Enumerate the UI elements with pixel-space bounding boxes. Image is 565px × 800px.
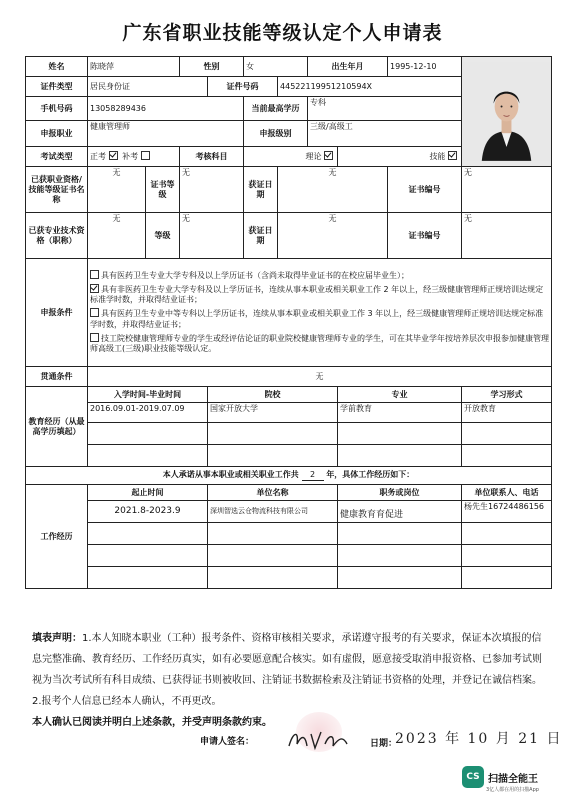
watermark-subtitle: 3亿人都在用的扫描App — [486, 787, 539, 793]
edu-form-empty-2[interactable] — [462, 445, 552, 467]
tech-title-label: 已获专业技术资格（职称） — [26, 213, 88, 259]
name-value[interactable]: 陈晓萍 — [88, 57, 180, 77]
work-intro-suffix: 年，具体工作经历如下： — [326, 470, 415, 479]
work-period-value[interactable]: 2021.8-2023.9 — [88, 501, 208, 523]
declaration-paragraph-1: 1.本人知晓本职业（工种）报考条件、资格审核相关要求，承诺遵守报考的有关要求，保证本次填报的信息完整准确、教育经历、工作经历真实，如有必要愿意配合核实。如有虚假，愿意接受取消申报资格、已参加考试则视为当次考试所有科目成绩、已获得证书则被收回、注销证书数据检索及注销证书资格的处理，并登记在诚信档案。 — [32, 633, 542, 686]
tech-no-value[interactable]: 无 — [462, 213, 552, 259]
edu-major-empty-1[interactable] — [338, 423, 462, 445]
work-contact-empty-1[interactable] — [462, 523, 552, 545]
gender-value[interactable]: 女 — [244, 57, 308, 77]
cert-obtained-value[interactable]: 无 — [88, 167, 146, 213]
camscanner-logo-icon: CS — [462, 766, 484, 788]
conditions-met-label: 贯通条件 — [26, 367, 88, 387]
work-intro-prefix: 本人承诺从事本职业或相关职业工作共 — [162, 470, 299, 479]
level-label: 申报级别 — [244, 121, 308, 147]
condition-item-2 — [90, 284, 549, 307]
conditions-met-value[interactable]: 无 — [88, 367, 552, 387]
work-contact-header: 单位联系人、电话 — [462, 485, 552, 501]
declaration-head: 填表声明： — [32, 633, 82, 644]
work-period-empty-2[interactable] — [88, 545, 208, 567]
work-start-header: 起止时间 — [88, 485, 208, 501]
work-company-empty-2[interactable] — [208, 545, 338, 567]
tech-date-value[interactable]: 无 — [278, 213, 388, 259]
exam-type-normal-label: 正考 — [90, 152, 106, 161]
edu-form-empty-1[interactable] — [462, 423, 552, 445]
cert-no-value[interactable]: 无 — [462, 167, 552, 213]
job-value[interactable]: 健康管理师 — [88, 121, 244, 147]
work-intro — [26, 467, 552, 485]
work-period-empty-1[interactable] — [88, 523, 208, 545]
cert-date-label: 获证日期 — [244, 167, 278, 213]
condition-1-checkbox[interactable] — [90, 270, 99, 279]
condition-2-checkbox[interactable] — [90, 284, 99, 293]
edu-school-empty-1[interactable] — [208, 423, 338, 445]
applicant-photo — [462, 57, 552, 167]
edu-school-empty-2[interactable] — [208, 445, 338, 467]
form-title: 广东省职业技能等级认定个人申请表 — [122, 22, 443, 44]
scanner-watermark — [462, 766, 538, 788]
work-contact-value[interactable]: 杨先生16724486156 — [462, 501, 552, 523]
condition-4-text: 技工院校健康管理师专业的学生或经评估论证的职业院校健康管理师专业的学生，可在其毕业学年按培养层次申报参加健康管理师高级工(三级)职业技能等级认定。 — [90, 333, 549, 354]
subject-skill-label: 技能 — [429, 152, 446, 161]
phone-value[interactable]: 13058289436 — [88, 97, 244, 121]
subject-theory-checkbox[interactable] — [324, 151, 333, 160]
signature-date[interactable]: 2023 年 10 月 21 日 — [395, 731, 563, 747]
subject-skill-option — [338, 147, 462, 167]
exam-subject-label: 考核科目 — [180, 147, 244, 167]
work-company-value[interactable]: 深圳智选云仓物流科技有限公司 — [208, 501, 338, 523]
cert-obtained-label: 已获职业资格/技能等级证书名称 — [26, 167, 88, 213]
work-period-empty-3[interactable] — [88, 567, 208, 589]
signature-label: 申请人签名： — [200, 737, 255, 747]
cert-level-value[interactable]: 无 — [180, 167, 244, 213]
cert-no-label: 证书编号 — [388, 167, 462, 213]
work-company-empty-3[interactable] — [208, 567, 338, 589]
handwritten-signature[interactable] — [285, 724, 355, 754]
subject-theory-option — [244, 147, 338, 167]
work-company-header: 单位名称 — [208, 485, 338, 501]
portrait-image — [462, 62, 551, 161]
work-contact-empty-3[interactable] — [462, 567, 552, 589]
birth-value[interactable]: 1995-12-10 — [388, 57, 462, 77]
date-label: 日期： — [370, 739, 398, 749]
condition-3-text: 具有医药卫生专业中等专科以上学历证书，连续从事本职业或相关职业工作 3 年以上，经三级健康管理师正规培训达规定标准学时数，并取得结业证书； — [90, 309, 544, 329]
conditions-list — [88, 259, 552, 367]
edu-form-value[interactable]: 开放教育 — [462, 403, 552, 423]
conditions-label: 申报条件 — [26, 259, 88, 367]
work-position-empty-1[interactable] — [338, 523, 462, 545]
id-no-value[interactable]: 445221199512105​94X — [278, 77, 462, 97]
declaration-paragraph-2: 2.报考个人信息已经本人确认，不再更改。 — [32, 696, 222, 707]
work-company-empty-1[interactable] — [208, 523, 338, 545]
cert-level-label: 证书等级 — [146, 167, 180, 213]
condition-item-3 — [90, 308, 549, 331]
exam-type-label: 考试类型 — [26, 147, 88, 167]
exam-type-options — [88, 147, 180, 167]
tech-no-label: 证书编号 — [388, 213, 462, 259]
condition-4-checkbox[interactable] — [90, 333, 99, 342]
edu-school-value[interactable]: 国家开放大学 — [208, 403, 338, 423]
gender-label: 性别 — [180, 57, 244, 77]
condition-1-text: 具有医药卫生专业大学专科及以上学历证书（含尚未取得毕业证书的在校应届毕业生）； — [101, 270, 409, 280]
condition-3-checkbox[interactable] — [90, 308, 99, 317]
work-contact-empty-2[interactable] — [462, 545, 552, 567]
watermark-name: 扫描全能王 — [488, 773, 538, 785]
condition-2-text: 具有非医药卫生专业大学专科及以上学历证书，连续从事本职业或相关职业工作 2 年以上，经三级健康管理师正规培训达规定标准学时数，并取得结业证书； — [90, 284, 544, 305]
edu-form-header: 学习形式 — [462, 387, 552, 403]
education-value[interactable]: 专科 — [308, 97, 462, 121]
edu-period-header: 入学时间-毕业时间 — [88, 387, 208, 403]
condition-item-4 — [90, 333, 549, 356]
condition-item-1 — [90, 270, 549, 282]
exam-type-normal-checkbox[interactable] — [109, 151, 118, 160]
edu-major-empty-2[interactable] — [338, 445, 462, 467]
work-position-header: 职务或岗位 — [338, 485, 462, 501]
edu-period-value[interactable]: 2016.09.01-2019.07.09 — [88, 403, 208, 423]
exam-type-makeup-label: 补考 — [122, 152, 139, 161]
work-position-empty-3[interactable] — [338, 567, 462, 589]
edu-period-empty-1[interactable] — [88, 423, 208, 445]
edu-history-label: 教育经历（从最高学历填起） — [26, 387, 88, 467]
edu-period-empty-2[interactable] — [88, 445, 208, 467]
work-position-value[interactable]: 健康教育育促进 — [338, 501, 462, 523]
work-years-value[interactable]: 2 — [302, 470, 324, 481]
birth-label: 出生年月 — [308, 57, 388, 77]
phone-label: 手机号码 — [26, 97, 88, 121]
edu-school-header: 院校 — [208, 387, 338, 403]
work-history-label: 工作经历 — [26, 485, 88, 589]
subject-theory-label: 理论 — [305, 152, 322, 161]
edu-major-header: 专业 — [338, 387, 462, 403]
tech-date-label: 获证日期 — [244, 213, 278, 259]
subject-skill-checkbox[interactable] — [448, 151, 457, 160]
declaration-confirm: 本人确认已阅读并明白上述条款，并受声明条款约束。 — [32, 717, 272, 728]
tech-title-value[interactable]: 无 — [88, 213, 146, 259]
tech-level-value[interactable]: 无 — [180, 213, 244, 259]
cert-date-value[interactable]: 无 — [278, 167, 388, 213]
id-type-label: 证件类型 — [26, 77, 88, 97]
declaration — [32, 628, 544, 733]
exam-type-makeup-checkbox[interactable] — [141, 151, 150, 160]
name-label: 姓名 — [26, 57, 88, 77]
level-value[interactable]: 三级/高级工 — [308, 121, 462, 147]
application-form-table — [25, 56, 552, 589]
id-type-value[interactable]: 居民身份证 — [88, 77, 208, 97]
job-label: 申报职业 — [26, 121, 88, 147]
edu-major-value[interactable]: 学前教育 — [338, 403, 462, 423]
work-position-empty-2[interactable] — [338, 545, 462, 567]
id-no-label: 证件号码 — [208, 77, 278, 97]
tech-level-label: 等级 — [146, 213, 180, 259]
education-label: 当前最高学历 — [244, 97, 308, 121]
